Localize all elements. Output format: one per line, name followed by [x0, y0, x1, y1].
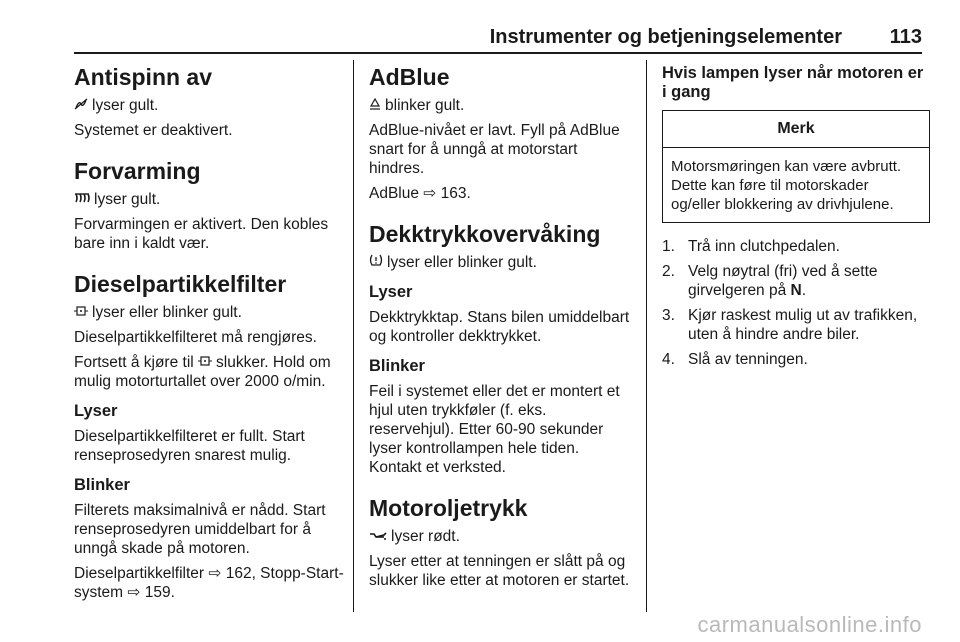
oljetrykk-text: Lyser etter at tenningen er slått på og slukker like etter at motoren er startet.: [369, 553, 630, 589]
indicator-text: blinker gult.: [385, 97, 465, 114]
reference-text: Dieselpartikkelfilter: [74, 565, 205, 582]
blinker-heading: Blinker: [74, 476, 130, 494]
forvarming-heading: Forvarming: [74, 158, 201, 184]
dekktrykk-heading: Dekktrykkovervåking: [369, 221, 601, 247]
dekktrykk-indicator-line: [369, 253, 633, 272]
dieselfilter-indicator-line: [74, 303, 346, 322]
forvarming-indicator-line: [74, 190, 346, 209]
page-number: 113: [889, 26, 922, 48]
step-number: 1.: [662, 238, 675, 255]
step-text: Kjør raskest mulig ut av trafikken, uten å hindre andre biler.: [688, 307, 918, 343]
blinker-heading: Blinker: [369, 357, 425, 375]
tire-pressure-icon: [369, 253, 383, 272]
dieselfilter-heading: Dieselpartikkelfilter: [74, 271, 287, 297]
lyser-heading: Lyser: [369, 283, 413, 301]
glow-plug-icon: [74, 190, 90, 209]
antispinn-heading: Antispinn av: [74, 64, 213, 90]
antispinn-indicator-line: [74, 96, 346, 115]
page-header: [74, 26, 922, 52]
blinker-text: Feil i systemet eller det er montert et hjul uten trykkføler (f. eks. reservehjul). Etter 60-90 sekunder lyser kontrollampen hele tiden. Kontakt et verksted.: [369, 383, 620, 476]
column-3: [662, 64, 930, 375]
text-part: Fortsett å kjøre til: [74, 354, 194, 371]
particle-filter-icon: [74, 303, 88, 322]
indicator-text: lyser eller blinker gult.: [92, 304, 242, 321]
lyser-text: Dieselpartikkelfilteret er fullt. Start renseprosedyren snarest mulig.: [74, 428, 305, 464]
traction-off-icon: [74, 96, 88, 115]
dieselfilter-text1: Dieselpartikkelfilteret må rengjøres.: [74, 329, 317, 346]
indicator-text: lyser gult.: [94, 191, 161, 208]
step-text: Trå inn clutchpedalen.: [688, 238, 840, 255]
list-item: [662, 350, 930, 369]
adblue-text: AdBlue-nivået er lavt. Fyll på AdBlue snart for å unngå at motorstart hindres.: [369, 122, 620, 177]
oil-pressure-icon: [369, 527, 387, 546]
indicator-text: lyser eller blinker gult.: [387, 254, 537, 271]
lyser-heading: Lyser: [74, 402, 118, 420]
dieselfilter-text2: [74, 353, 346, 391]
arrow-ref-icon: ⇨: [208, 565, 222, 582]
step-number: 3.: [662, 307, 675, 324]
lamp-running-heading: Hvis lampen lyser når motoren er i gang: [662, 64, 924, 101]
forvarming-text: Forvarmingen er aktivert. Den kobles bare inn i kaldt vær.: [74, 216, 329, 252]
note-text: Motorsmøringen kan være avbrutt. Dette kan føre til motorskader og/eller blokkering av drivhjulene.: [671, 158, 902, 213]
particle-filter-icon: [198, 353, 212, 372]
step-text: Velg nøytral (fri) ved å sette girvelgeren på: [688, 263, 878, 299]
watermark: carmanualsonline.info: [697, 612, 922, 637]
step-text-bold: N: [790, 282, 802, 299]
step-number: 2.: [662, 263, 675, 280]
list-item: [662, 306, 930, 344]
column-divider: [646, 60, 647, 612]
indicator-text: lyser rødt.: [391, 528, 460, 545]
reference-text: AdBlue: [369, 185, 419, 202]
oljetrykk-heading: Motoroljetrykk: [369, 495, 528, 521]
step-text: Slå av tenningen.: [688, 351, 808, 368]
adblue-heading: AdBlue: [369, 64, 450, 90]
step-number: 4.: [662, 351, 675, 368]
list-item: [662, 262, 930, 300]
steps-list: [662, 237, 930, 369]
column-2: [369, 64, 633, 596]
adblue-indicator-line: [369, 96, 633, 115]
arrow-ref-icon: ⇨: [127, 584, 141, 601]
blinker-text: Filterets maksimalnivå er nådd. Start renseprosedyren umiddelbart for å unngå skade på motoren.: [74, 502, 326, 557]
reference-link[interactable]: 162, Stopp-Start-system: [74, 565, 344, 601]
adblue-icon: [369, 96, 381, 115]
reference-link[interactable]: 163.: [440, 185, 471, 202]
step-text: .: [801, 282, 807, 299]
adblue-reference: [369, 184, 633, 203]
reference-link[interactable]: 159.: [144, 584, 175, 601]
text-part: slukker. Hold om mulig motorturtallet over 2000 o/min.: [74, 354, 331, 390]
lyser-text: Dekktrykktap. Stans bilen umiddelbart og kontroller dekktrykket.: [369, 309, 630, 345]
column-divider: [353, 60, 354, 612]
note-box: [662, 110, 930, 223]
note-title: Merk: [663, 111, 929, 148]
header-title: Instrumenter og betjeningselementer: [489, 26, 842, 48]
dieselfilter-reference: [74, 564, 346, 602]
arrow-ref-icon: ⇨: [423, 185, 437, 202]
oljetrykk-indicator-line: [369, 527, 633, 546]
indicator-text: lyser gult.: [92, 97, 159, 114]
column-1: [74, 64, 346, 608]
header-rule: [74, 52, 922, 54]
antispinn-text: Systemet er deaktivert.: [74, 122, 233, 139]
list-item: [662, 237, 930, 256]
